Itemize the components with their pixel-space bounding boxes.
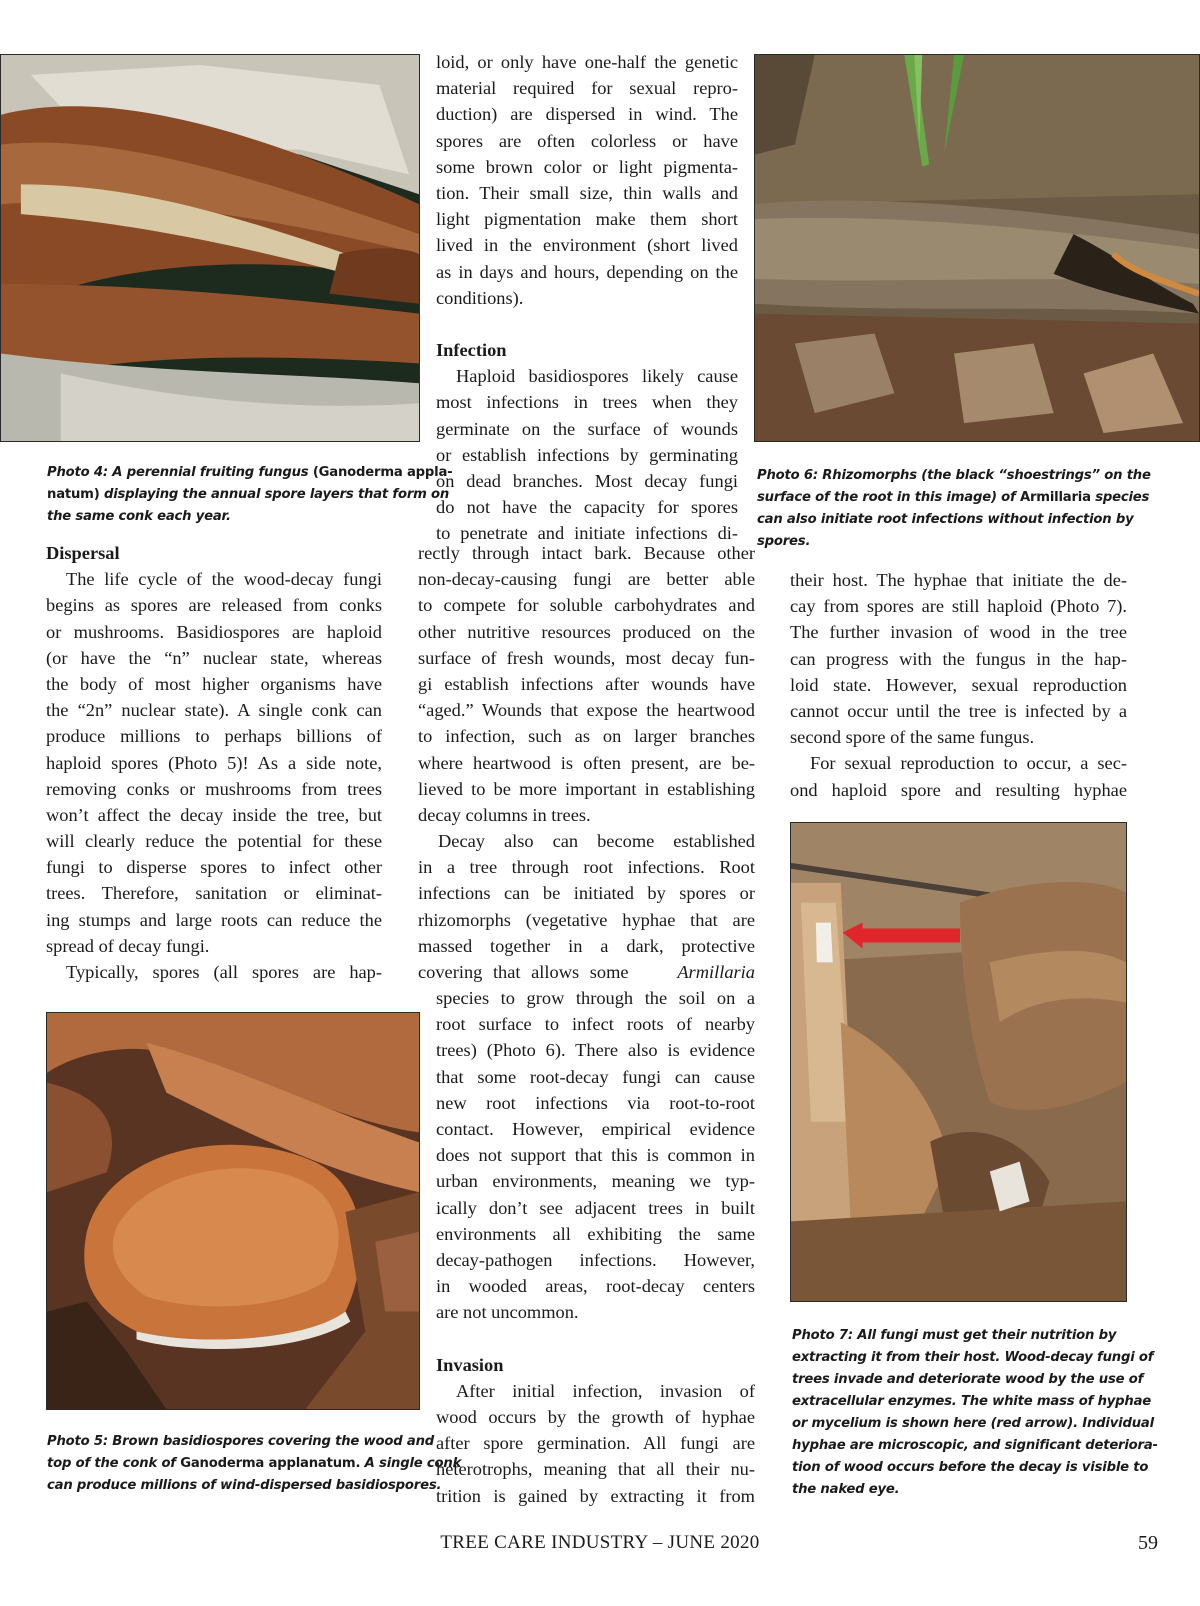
body-line: ond haploid spore and resulting hyphae — [790, 779, 1127, 800]
body-line: urban environments, meaning we typ- — [436, 1171, 755, 1192]
body-line: produce millions to perhaps billions of — [46, 726, 382, 747]
body-line: new root infections via root-to-root — [436, 1092, 755, 1113]
body-line: rectly through intact bark. Because other — [418, 543, 755, 563]
body-line: trees. Therefore, sanitation or eliminat- — [46, 883, 382, 904]
body-line: The further invasion of wood in the tree — [790, 622, 1127, 643]
body-text: covering that allows some — [418, 962, 629, 982]
body-line: most infections in trees when they — [436, 392, 738, 413]
caption-text: displaying the annual spore layers that form on — [99, 487, 450, 502]
body-line: won’t affect the decay inside the tree, but — [46, 804, 382, 825]
caption-text: surface of the root in this image) of — [757, 490, 1020, 505]
body-line: duction) are dispersed in wind. The — [436, 104, 738, 125]
body-line: contact. However, empirical evidence — [436, 1118, 755, 1139]
body-line — [418, 959, 755, 985]
genus-italic: Armillaria — [677, 962, 755, 982]
body-line: will clearly reduce the potential for these — [46, 831, 382, 852]
body-line: does not support that this is common in — [436, 1145, 755, 1166]
body-line: material required for sexual repro- — [436, 78, 738, 99]
body-line: Haploid basidiospores likely cause — [456, 366, 738, 387]
column-2-bottom — [436, 985, 755, 1509]
column-2-middle — [418, 540, 755, 985]
column-1-dispersal — [46, 540, 382, 985]
body-line: cannot occur until the tree is infected by a — [790, 700, 1127, 721]
body-line: on dead branches. Most decay fungi — [436, 471, 738, 491]
body-line: After initial infection, invasion of — [456, 1380, 755, 1401]
caption-text: top of the conk of — [47, 1456, 181, 1471]
body-line: the “2n” nuclear state). A single conk can — [46, 700, 382, 721]
body-line: other nutritive resources produced on the — [418, 621, 755, 642]
body-line: ing stumps and large roots can reduce the — [46, 909, 382, 930]
body-line: species to grow through the soil on a — [436, 988, 755, 1008]
body-line: are not uncommon. — [436, 1302, 579, 1323]
page-number: 59 — [1138, 1532, 1158, 1554]
body-line: gi establish infections after wounds have — [418, 673, 755, 694]
body-line: to penetrate and initiate infections di- — [436, 523, 738, 544]
body-line: fungi to disperse spores to infect other — [46, 857, 382, 878]
body-line: decay-pathogen infections. However, — [436, 1249, 755, 1270]
caption-text: trees invade and deteriorate wood by the use of — [792, 1372, 1144, 1387]
caption-text: can also initiate root infections without infection by — [757, 512, 1134, 527]
caption-species: (Ganoderma appla- — [312, 465, 453, 480]
caption-text: spores. — [757, 534, 811, 549]
body-line: light pigmentation make them short — [436, 209, 738, 230]
section-heading-infection: Infection — [436, 340, 507, 361]
body-line: infections can be initiated by spores or — [418, 883, 755, 904]
body-line: or mushrooms. Basidiospores are haploid — [46, 621, 382, 642]
caption-text: hyphae are microscopic, and significant deteriora- — [792, 1438, 1158, 1453]
caption-text: extracting it from their host. Wood-decay fungi of — [792, 1350, 1154, 1365]
body-line: conditions). — [436, 287, 524, 308]
photo-4-caption — [47, 462, 453, 528]
body-line: or establish infections by germinating — [436, 444, 738, 465]
photo-5-caption — [47, 1431, 462, 1497]
body-line: loid state. However, sexual reproduction — [790, 674, 1127, 695]
body-line: loid, or only have one-half the genetic — [436, 52, 738, 72]
body-line: can progress with the fungus in the hap- — [790, 648, 1127, 669]
caption-text: A single conk — [360, 1456, 462, 1471]
body-line: in a tree through root infections. Root — [418, 857, 755, 878]
photo-5-ganoderma-conk — [46, 1012, 420, 1410]
body-line: ically don’t see adjacent trees in built — [436, 1197, 755, 1218]
body-line: wood occurs by the growth of hyphae — [436, 1407, 755, 1427]
body-line: spread of decay fungi. — [46, 935, 210, 956]
caption-text: Photo 6: Rhizomorphs (the black “shoestrings” on the — [757, 468, 1151, 483]
body-line: haploid spores (Photo 5)! As a side note, — [46, 752, 382, 773]
body-line: their host. The hyphae that initiate the de- — [790, 570, 1127, 590]
column-3-text — [790, 567, 1127, 803]
caption-text: can produce millions of wind-dispersed basidiospores. — [47, 1478, 442, 1493]
body-line: trition is gained by extracting it from — [436, 1485, 755, 1506]
body-line: second spore of the same fungus. — [790, 727, 1035, 748]
caption-species: Armillaria — [1019, 490, 1091, 505]
body-line: “aged.” Wounds that expose the heartwood — [418, 700, 755, 721]
body-line: that some root-decay fungi can cause — [436, 1066, 755, 1087]
body-line: surface of fresh wounds, most decay fun- — [418, 647, 755, 668]
section-heading-invasion: Invasion — [436, 1354, 504, 1375]
body-line: some brown color or light pigmenta- — [436, 156, 738, 177]
body-line: decay columns in trees. — [418, 804, 591, 825]
body-line: For sexual reproduction to occur, a sec- — [810, 753, 1127, 774]
caption-text: the same conk each year. — [47, 509, 231, 524]
body-line: Typically, spores (all spores are hap- — [66, 962, 382, 982]
body-line: tion. Their small size, thin walls and — [436, 182, 738, 203]
body-line: begins as spores are released from conks — [46, 595, 382, 616]
body-line: root surface to infect roots of nearby — [436, 1014, 755, 1035]
body-line: to compete for soluble carbohydrates and — [418, 595, 755, 616]
body-line: spores are often colorless or have — [436, 130, 738, 151]
body-line: do not have the capacity for spores — [436, 497, 738, 518]
caption-text: Photo 4: A perennial fruiting fungus — [47, 465, 313, 480]
caption-text: Photo 7: All fungi must get their nutrition by — [792, 1328, 1117, 1343]
caption-text: species — [1090, 490, 1150, 505]
body-line: as in days and hours, depending on the — [436, 261, 738, 282]
body-line: the body of most higher organisms have — [46, 673, 382, 694]
body-line: Decay also can become established — [438, 831, 755, 852]
body-line: to infection, such as on larger branches — [418, 726, 755, 747]
caption-species: Ganoderma applanatum. — [180, 1456, 361, 1471]
body-line: environments all exhibiting the same — [436, 1223, 755, 1244]
caption-text: Photo 5: Brown basidiospores covering the wood and — [47, 1434, 435, 1449]
caption-text: the naked eye. — [792, 1482, 900, 1497]
body-line: non-decay-causing fungi are better able — [418, 569, 755, 590]
photo-6-caption — [757, 465, 1197, 553]
photo-4-ganoderma-layers — [0, 54, 420, 442]
photo-7-white-mycelium — [790, 822, 1127, 1302]
body-line: (or have the “n” nuclear state, whereas — [46, 647, 382, 668]
body-line: lieved to be more important in establishing — [418, 778, 755, 799]
body-line: heterotrophs, meaning that all their nu- — [436, 1459, 755, 1480]
body-line: cay from spores are still haploid (Photo 7). — [790, 596, 1127, 617]
body-line: lived in the environment (short lived — [436, 235, 738, 256]
body-line: in wooded areas, root-decay centers — [436, 1276, 755, 1297]
body-line: after spore germination. All fungi are — [436, 1433, 755, 1454]
section-heading-dispersal: Dispersal — [46, 543, 120, 563]
body-line: germinate on the surface of wounds — [436, 418, 738, 439]
body-line: massed together in a dark, protective — [418, 935, 755, 956]
body-line: removing conks or mushrooms from trees — [46, 778, 382, 799]
caption-text: extracellular enzymes. The white mass of hyphae — [792, 1394, 1152, 1409]
body-line: The life cycle of the wood-decay fungi — [66, 569, 382, 590]
caption-species: natum) — [47, 487, 100, 502]
body-line: where heartwood is often present, are be- — [418, 752, 755, 773]
column-2-top — [436, 49, 738, 547]
body-line: rhizomorphs (vegetative hyphae that are — [418, 909, 755, 930]
photo-7-caption — [792, 1325, 1158, 1501]
body-line: trees) (Photo 6). There also is evidence — [436, 1040, 755, 1061]
caption-text: tion of wood occurs before the decay is visible to — [792, 1460, 1149, 1475]
publication-footer: TREE CARE INDUSTRY – JUNE 2020 — [440, 1532, 760, 1553]
photo-6-armillaria-rhizomorphs — [754, 54, 1200, 442]
caption-text: or mycelium is shown here (red arrow). Individual — [792, 1416, 1154, 1431]
